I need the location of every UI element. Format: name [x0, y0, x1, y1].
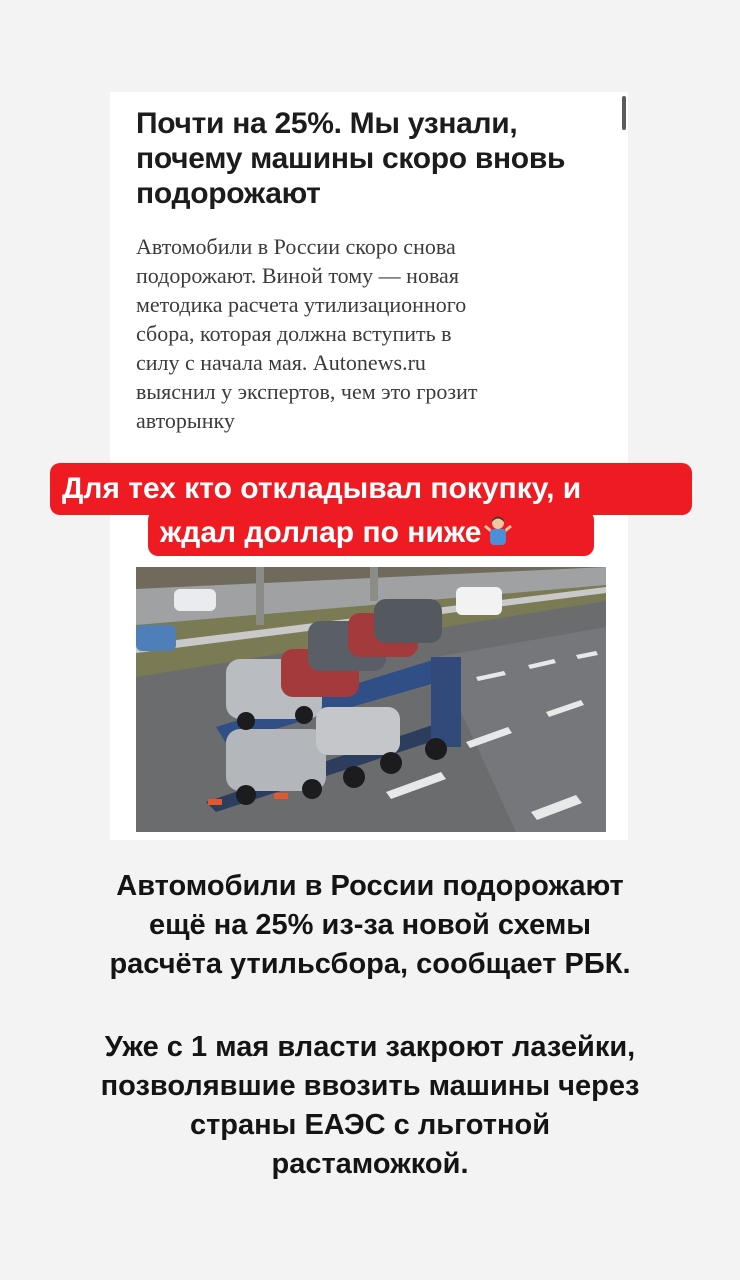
sticker-text-1: Для тех кто откладывал покупку, и: [62, 472, 582, 505]
article-headline: Почти на 25%. Мы узнали, почему машины скоро вновь подорожают: [136, 107, 566, 210]
person-shrugging-icon: [483, 514, 513, 546]
sticker-line-2: [148, 510, 594, 556]
car-transporter-illustration: [136, 567, 606, 832]
sticker-text-2: ждал доллар по ниже: [160, 516, 482, 549]
car-transporter-photo: [136, 567, 606, 832]
sticker-line-1: [50, 463, 692, 515]
caption-paragraph-1: Автомобили в России подорожают ещё на 25% из-за новой схемы расчёта утильсбора, сообщает РБК.: [109, 870, 631, 980]
scrollbar[interactable]: [622, 96, 626, 130]
caption-paragraph-2: Уже с 1 мая власти закроют лазейки, позволявшие ввозить машины через страны ЕАЭС с льготной растаможкой.: [100, 1031, 640, 1180]
article-lead: Автомобили в России скоро снова подорожают. Виной тому — новая методика расчета утилизационного сбора, которая должна вступить в силу с начала мая. Autonews.ru выяснил у экспертов, чем это грозит авторынку: [136, 234, 478, 433]
